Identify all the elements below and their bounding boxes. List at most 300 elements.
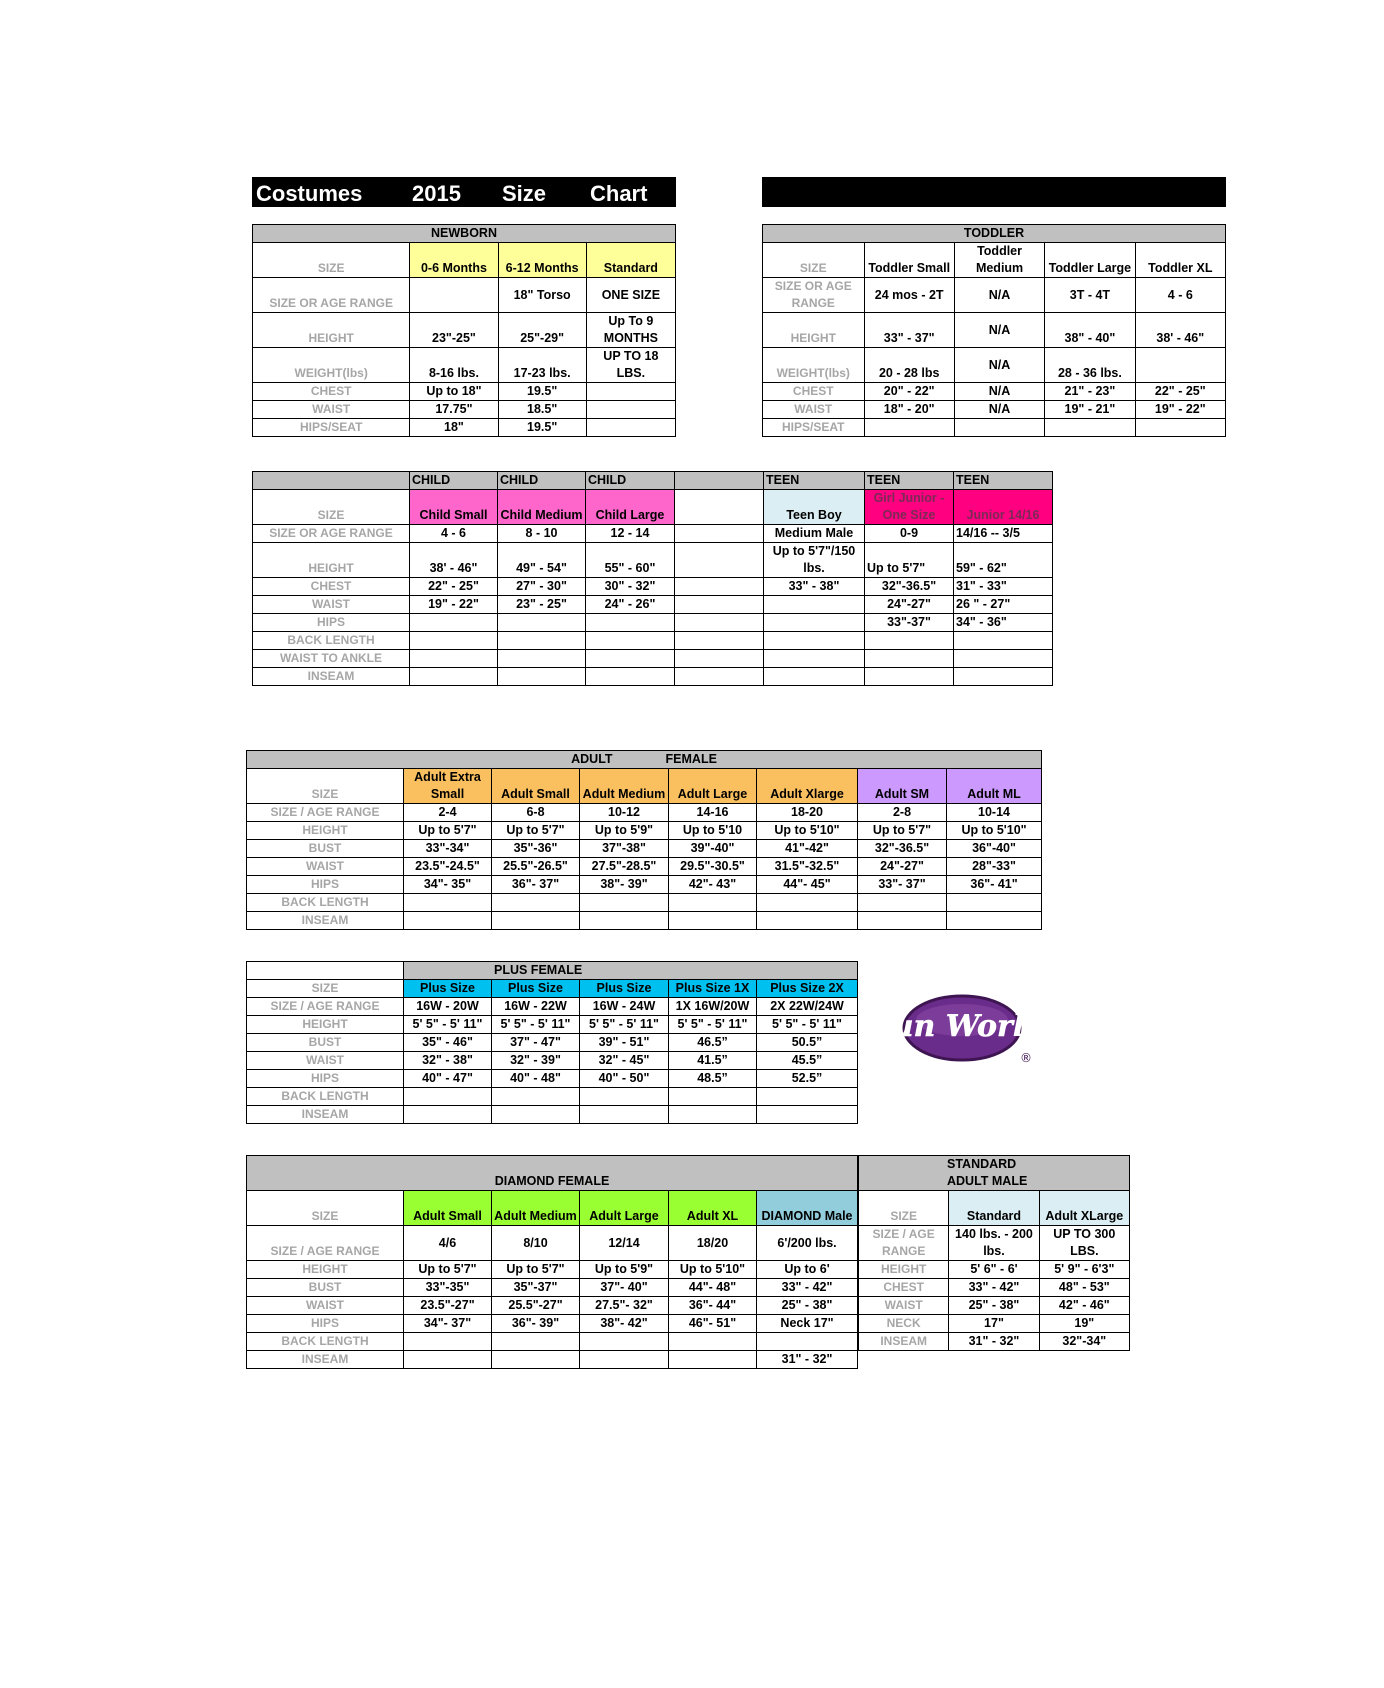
child-col-size: SIZE: [253, 490, 410, 525]
cell: [492, 894, 580, 912]
row-label: WAIST: [763, 401, 865, 419]
row-label: WEIGHT(lbs): [763, 348, 865, 383]
cell: [498, 614, 586, 632]
cell: [404, 912, 492, 930]
cell: 31" - 32": [949, 1333, 1039, 1351]
cell: 5' 5" - 5' 11": [404, 1016, 492, 1034]
cell: 45.5”: [757, 1052, 858, 1070]
row-label: HEIGHT: [247, 1016, 404, 1034]
cell: 22" - 25": [410, 578, 498, 596]
cell: 18.5": [498, 401, 586, 419]
cell: 48.5”: [669, 1070, 757, 1088]
cell: [954, 419, 1044, 437]
cell: 8/10: [492, 1226, 580, 1261]
cell: 28"-33": [947, 858, 1042, 876]
cell: [954, 650, 1053, 668]
cell: [675, 578, 764, 596]
diamond-female-table: [246, 1155, 858, 1369]
cell: UP TO 300 LBS.: [1039, 1226, 1129, 1261]
cell: [947, 894, 1042, 912]
cell: 25.5"-27": [492, 1297, 580, 1315]
cell: 25.5"-26.5": [492, 858, 580, 876]
cell: [410, 614, 498, 632]
cell: [492, 1106, 580, 1124]
group-header-teen: TEEN: [865, 472, 954, 490]
cell: [675, 543, 764, 578]
adult-col: Adult Xlarge: [757, 769, 858, 804]
cell: 6-8: [492, 804, 580, 822]
row-label: HEIGHT: [247, 822, 404, 840]
plus-col-size: SIZE: [247, 980, 404, 998]
row-label: WAIST: [247, 1297, 404, 1315]
cell: 35" - 46": [404, 1034, 492, 1052]
fun-world-logo: [878, 990, 1046, 1066]
diamond-col: Adult XL: [669, 1191, 757, 1226]
cell: 32"-34": [1039, 1333, 1129, 1351]
cell: [410, 632, 498, 650]
group-header-child: CHILD: [586, 472, 675, 490]
cell: [404, 894, 492, 912]
title-word-size: Size: [502, 181, 547, 206]
adult-male-header-word: ADULT MALE: [947, 1174, 1028, 1188]
cell: [858, 894, 947, 912]
teen-col-2: Girl Junior - One Size: [865, 490, 954, 525]
cell: 0-9: [865, 525, 954, 543]
group-header-child: CHILD: [498, 472, 586, 490]
cell: [954, 668, 1053, 686]
cell: 42"- 43": [669, 876, 757, 894]
cell: Up to 5'7": [492, 822, 580, 840]
cell: 39"-40": [669, 840, 757, 858]
cell: 12/14: [580, 1226, 669, 1261]
cell: 10-12: [580, 804, 669, 822]
plus-header-left: [247, 962, 404, 980]
cell: 32"-36.5": [865, 578, 954, 596]
cell: [498, 668, 586, 686]
cell: 19" - 22": [410, 596, 498, 614]
female-header-word: FEMALE: [665, 752, 717, 766]
standard-header-word: STANDARD: [947, 1157, 1017, 1171]
cell: 32" - 45": [580, 1052, 669, 1070]
cell: 18" - 20": [864, 401, 954, 419]
cell: Up to 6': [757, 1261, 858, 1279]
row-label: HIPS: [247, 1070, 404, 1088]
cell: [675, 632, 764, 650]
cell: [410, 278, 498, 313]
cell: 4 - 6: [1135, 278, 1225, 313]
cell: 41"-42": [757, 840, 858, 858]
newborn-table: [252, 224, 676, 437]
cell: Up to 5'7": [492, 1261, 580, 1279]
child-teen-table: [252, 471, 1053, 686]
cell: 37"-38": [580, 840, 669, 858]
cell: 24" - 26": [586, 596, 675, 614]
child-col-3: Child Large: [586, 490, 675, 525]
adult-col: Adult Extra Small: [404, 769, 492, 804]
standard-male-header: [859, 1156, 1130, 1191]
row-label: CHEST: [763, 383, 865, 401]
cell: 2-8: [858, 804, 947, 822]
cell: 33"-35": [404, 1279, 492, 1297]
cell: 33"- 37": [858, 876, 947, 894]
row-label: WAIST: [247, 858, 404, 876]
cell: [865, 650, 954, 668]
cell: [404, 1106, 492, 1124]
adult-col: Adult Small: [492, 769, 580, 804]
cell: 2-4: [404, 804, 492, 822]
cell: Up to 5'7"/150 lbs.: [764, 543, 865, 578]
cell: [669, 1106, 757, 1124]
cell: 50.5”: [757, 1034, 858, 1052]
plus-col: Plus Size 2X: [757, 980, 858, 998]
cell: 36"- 37": [492, 876, 580, 894]
row-label: CHEST: [859, 1279, 949, 1297]
cell: 49" - 54": [498, 543, 586, 578]
cell: Up to 5'10: [669, 822, 757, 840]
cell: [404, 1333, 492, 1351]
cell: 23" - 25": [498, 596, 586, 614]
cell: 18": [410, 419, 498, 437]
cell: Up to 5'10": [669, 1261, 757, 1279]
cell: [954, 632, 1053, 650]
cell: 40" - 50": [580, 1070, 669, 1088]
title-bar: [252, 177, 676, 207]
row-label: SIZE / AGE RANGE: [247, 998, 404, 1016]
newborn-header: NEWBORN: [253, 225, 676, 243]
cell: 16W - 24W: [580, 998, 669, 1016]
cell: 30" - 32": [586, 578, 675, 596]
title-bar-right: [762, 177, 1226, 207]
cell: 35"-36": [492, 840, 580, 858]
row-label: CHEST: [253, 578, 410, 596]
row-label: SIZE / AGE RANGE: [247, 1226, 404, 1261]
cell: Medium Male: [764, 525, 865, 543]
cell: [675, 668, 764, 686]
cell: 5' 5" - 5' 11": [669, 1016, 757, 1034]
row-label: BUST: [247, 1279, 404, 1297]
cell: 52.5”: [757, 1070, 858, 1088]
row-label: HIPS: [247, 1315, 404, 1333]
row-label: HEIGHT: [253, 313, 410, 348]
diamond-col-size: SIZE: [247, 1191, 404, 1226]
cell: [675, 614, 764, 632]
cell: 25"-29": [498, 313, 586, 348]
cell: N/A: [954, 348, 1044, 383]
cell: [669, 894, 757, 912]
row-label: INSEAM: [247, 912, 404, 930]
cell: Up to 5'7": [404, 822, 492, 840]
row-label: BACK LENGTH: [247, 1088, 404, 1106]
cell: 31.5"-32.5": [757, 858, 858, 876]
cell: 33" - 37": [864, 313, 954, 348]
male-col-size: SIZE: [859, 1191, 949, 1226]
plus-col: Plus Size: [580, 980, 669, 998]
cell: [492, 1088, 580, 1106]
row-label: HIPS: [247, 876, 404, 894]
cell: [492, 1351, 580, 1369]
toddler-header: TODDLER: [763, 225, 1226, 243]
cell: [580, 1333, 669, 1351]
adult-col: Adult SM: [858, 769, 947, 804]
cell: [675, 525, 764, 543]
male-col: Standard: [949, 1191, 1039, 1226]
cell: 38' - 46": [410, 543, 498, 578]
cell: [757, 1088, 858, 1106]
cell: [492, 912, 580, 930]
cell: [586, 419, 675, 437]
cell: [764, 596, 865, 614]
cell: 40" - 47": [404, 1070, 492, 1088]
cell: 27.5"-28.5": [580, 858, 669, 876]
registered-mark: ®: [1020, 1051, 1032, 1065]
cell: 37" - 47": [492, 1034, 580, 1052]
cell: 19.5": [498, 383, 586, 401]
cell: 6'/200 lbs.: [757, 1226, 858, 1261]
cell: 28 - 36 lbs.: [1045, 348, 1135, 383]
title-word-chart: Chart: [590, 181, 648, 206]
cell: Up to 5'7": [858, 822, 947, 840]
row-label: INSEAM: [859, 1333, 949, 1351]
cell: 5' 5" - 5' 11": [757, 1016, 858, 1034]
child-col-1: Child Small: [410, 490, 498, 525]
plus-female-table: [246, 961, 858, 1124]
newborn-col-3: Standard: [586, 243, 675, 278]
cell: 22" - 25": [1135, 383, 1225, 401]
cell: 14-16: [669, 804, 757, 822]
teen-col-1: Teen Boy: [764, 490, 865, 525]
row-label: CHEST: [253, 383, 410, 401]
cell: 38"- 39": [580, 876, 669, 894]
plus-col: Plus Size 1X: [669, 980, 757, 998]
cell: 17-23 lbs.: [498, 348, 586, 383]
cell: [586, 632, 675, 650]
cell: 23.5"-27": [404, 1297, 492, 1315]
title-word-costumes: Costumes: [256, 181, 363, 206]
logo-text: fun World: [878, 1009, 1046, 1044]
cell: Up To 9 MONTHS: [586, 313, 675, 348]
cell: 41.5”: [669, 1052, 757, 1070]
cell: ONE SIZE: [586, 278, 675, 313]
diamond-female-header: DIAMOND FEMALE: [247, 1156, 858, 1191]
cell: 36"- 41": [947, 876, 1042, 894]
cell: 32"-36.5": [858, 840, 947, 858]
cell: 23"-25": [410, 313, 498, 348]
cell: N/A: [954, 401, 1044, 419]
cell: [410, 668, 498, 686]
cell: 24"-27": [865, 596, 954, 614]
cell: [586, 650, 675, 668]
cell: 4/6: [404, 1226, 492, 1261]
cell: [580, 912, 669, 930]
cell: 46.5”: [669, 1034, 757, 1052]
cell: 18-20: [757, 804, 858, 822]
cell: [757, 894, 858, 912]
cell: 31" - 33": [954, 578, 1053, 596]
cell: Up to 5'7": [865, 543, 954, 578]
cell: [669, 1088, 757, 1106]
row-label: SIZE OR AGE RANGE: [763, 278, 865, 313]
cell: 17.75": [410, 401, 498, 419]
toddler-table: [762, 224, 1226, 437]
cell: [580, 1106, 669, 1124]
cell: 33" - 38": [764, 578, 865, 596]
row-label: BUST: [247, 840, 404, 858]
cell: 20" - 22": [864, 383, 954, 401]
adult-col: Adult ML: [947, 769, 1042, 804]
cell: 17": [949, 1315, 1039, 1333]
cell: UP TO 18 LBS.: [586, 348, 675, 383]
cell: 27.5"- 32": [580, 1297, 669, 1315]
cell: 32" - 39": [492, 1052, 580, 1070]
row-label: NECK: [859, 1315, 949, 1333]
cell: 32" - 38": [404, 1052, 492, 1070]
row-label: SIZE OR AGE RANGE: [253, 525, 410, 543]
cell: 37"- 40": [580, 1279, 669, 1297]
row-label: SIZE / AGE RANGE: [859, 1226, 949, 1261]
cell: 20 - 28 lbs: [864, 348, 954, 383]
cell: 16W - 22W: [492, 998, 580, 1016]
cell: 36"- 44": [669, 1297, 757, 1315]
cell: [586, 614, 675, 632]
cell: 34"- 37": [404, 1315, 492, 1333]
cell: 19.5": [498, 419, 586, 437]
row-label: HIPS/SEAT: [253, 419, 410, 437]
cell: [498, 650, 586, 668]
row-label: HEIGHT: [253, 543, 410, 578]
cell: 10-14: [947, 804, 1042, 822]
toddler-col-2: Toddler Medium: [954, 243, 1044, 278]
cell: [858, 912, 947, 930]
row-label: INSEAM: [253, 668, 410, 686]
adult-header-word: ADULT: [571, 752, 613, 766]
toddler-col-4: Toddler XL: [1135, 243, 1225, 278]
cell: 36"- 39": [492, 1315, 580, 1333]
cell: [1045, 419, 1135, 437]
cell: 4 - 6: [410, 525, 498, 543]
cell: 5' 5" - 5' 11": [580, 1016, 669, 1034]
male-col: Adult XLarge: [1039, 1191, 1129, 1226]
row-label: HEIGHT: [247, 1261, 404, 1279]
diamond-col: DIAMOND Male: [757, 1191, 858, 1226]
row-label: BACK LENGTH: [247, 894, 404, 912]
row-label: WAIST: [253, 596, 410, 614]
diamond-col: Adult Medium: [492, 1191, 580, 1226]
row-label: BACK LENGTH: [253, 632, 410, 650]
cell: 18/20: [669, 1226, 757, 1261]
standard-male-table: [858, 1155, 1130, 1351]
cell: [757, 912, 858, 930]
cell: 33" - 42": [949, 1279, 1039, 1297]
group-header: [675, 472, 764, 490]
adult-col-size: SIZE: [247, 769, 404, 804]
cell: 38' - 46": [1135, 313, 1225, 348]
plus-female-header: PLUS FEMALE: [404, 962, 858, 980]
cell: Up to 5'9": [580, 1261, 669, 1279]
cell: N/A: [954, 383, 1044, 401]
diamond-col: Adult Small: [404, 1191, 492, 1226]
cell: [757, 1333, 858, 1351]
cell: 27" - 30": [498, 578, 586, 596]
diamond-col: Adult Large: [580, 1191, 669, 1226]
group-header-teen: TEEN: [954, 472, 1053, 490]
row-label: HEIGHT: [763, 313, 865, 348]
cell: 19": [1039, 1315, 1129, 1333]
cell: 23.5"-24.5": [404, 858, 492, 876]
group-header-child: CHILD: [410, 472, 498, 490]
cell: [498, 632, 586, 650]
cell: 8-16 lbs.: [410, 348, 498, 383]
cell: [669, 912, 757, 930]
cell: 59" - 62": [954, 543, 1053, 578]
row-label: WAIST: [859, 1297, 949, 1315]
cell: 5' 9" - 6'3": [1039, 1261, 1129, 1279]
cell: 25" - 38": [949, 1297, 1039, 1315]
cell: [410, 650, 498, 668]
cell: 19" - 22": [1135, 401, 1225, 419]
cell: [404, 1088, 492, 1106]
cell: [492, 1333, 580, 1351]
cell: 8 - 10: [498, 525, 586, 543]
cell: [675, 596, 764, 614]
cell: 46"- 51": [669, 1315, 757, 1333]
cell: 33"-34": [404, 840, 492, 858]
toddler-col-3: Toddler Large: [1045, 243, 1135, 278]
cell: [764, 668, 865, 686]
cell: 48" - 53": [1039, 1279, 1129, 1297]
newborn-col-2: 6-12 Months: [498, 243, 586, 278]
cell: [1135, 348, 1225, 383]
cell: Up to 5'10": [947, 822, 1042, 840]
cell: Up to 5'7": [404, 1261, 492, 1279]
cell: 3T - 4T: [1045, 278, 1135, 313]
teen-col-3: Junior 14/16: [954, 490, 1053, 525]
row-label: BUST: [247, 1034, 404, 1052]
row-label: INSEAM: [247, 1106, 404, 1124]
cell: 1X 16W/20W: [669, 998, 757, 1016]
cell: 29.5"-30.5": [669, 858, 757, 876]
cell: 24 mos - 2T: [864, 278, 954, 313]
cell: 36"-40": [947, 840, 1042, 858]
cell: [580, 1088, 669, 1106]
cell: 26 " - 27": [954, 596, 1053, 614]
plus-col: Plus Size: [492, 980, 580, 998]
cell: 19" - 21": [1045, 401, 1135, 419]
cell: 14/16 -- 3/5: [954, 525, 1053, 543]
toddler-col-size: SIZE: [763, 243, 865, 278]
title-word-year: 2015: [412, 181, 461, 206]
child-col-4: [675, 490, 764, 525]
cell: 40" - 48": [492, 1070, 580, 1088]
cell: 24"-27": [858, 858, 947, 876]
row-label: SIZE OR AGE RANGE: [253, 278, 410, 313]
cell: 34"- 35": [404, 876, 492, 894]
group-header: [253, 472, 410, 490]
cell: [669, 1351, 757, 1369]
cell: [764, 650, 865, 668]
cell: [580, 1351, 669, 1369]
cell: 55" - 60": [586, 543, 675, 578]
cell: 42" - 46": [1039, 1297, 1129, 1315]
cell: [757, 1106, 858, 1124]
adult-col: Adult Large: [669, 769, 757, 804]
cell: [580, 894, 669, 912]
cell: 35"-37": [492, 1279, 580, 1297]
cell: N/A: [954, 313, 1044, 348]
row-label: HEIGHT: [859, 1261, 949, 1279]
child-col-2: Child Medium: [498, 490, 586, 525]
cell: [675, 650, 764, 668]
cell: 18" Torso: [498, 278, 586, 313]
